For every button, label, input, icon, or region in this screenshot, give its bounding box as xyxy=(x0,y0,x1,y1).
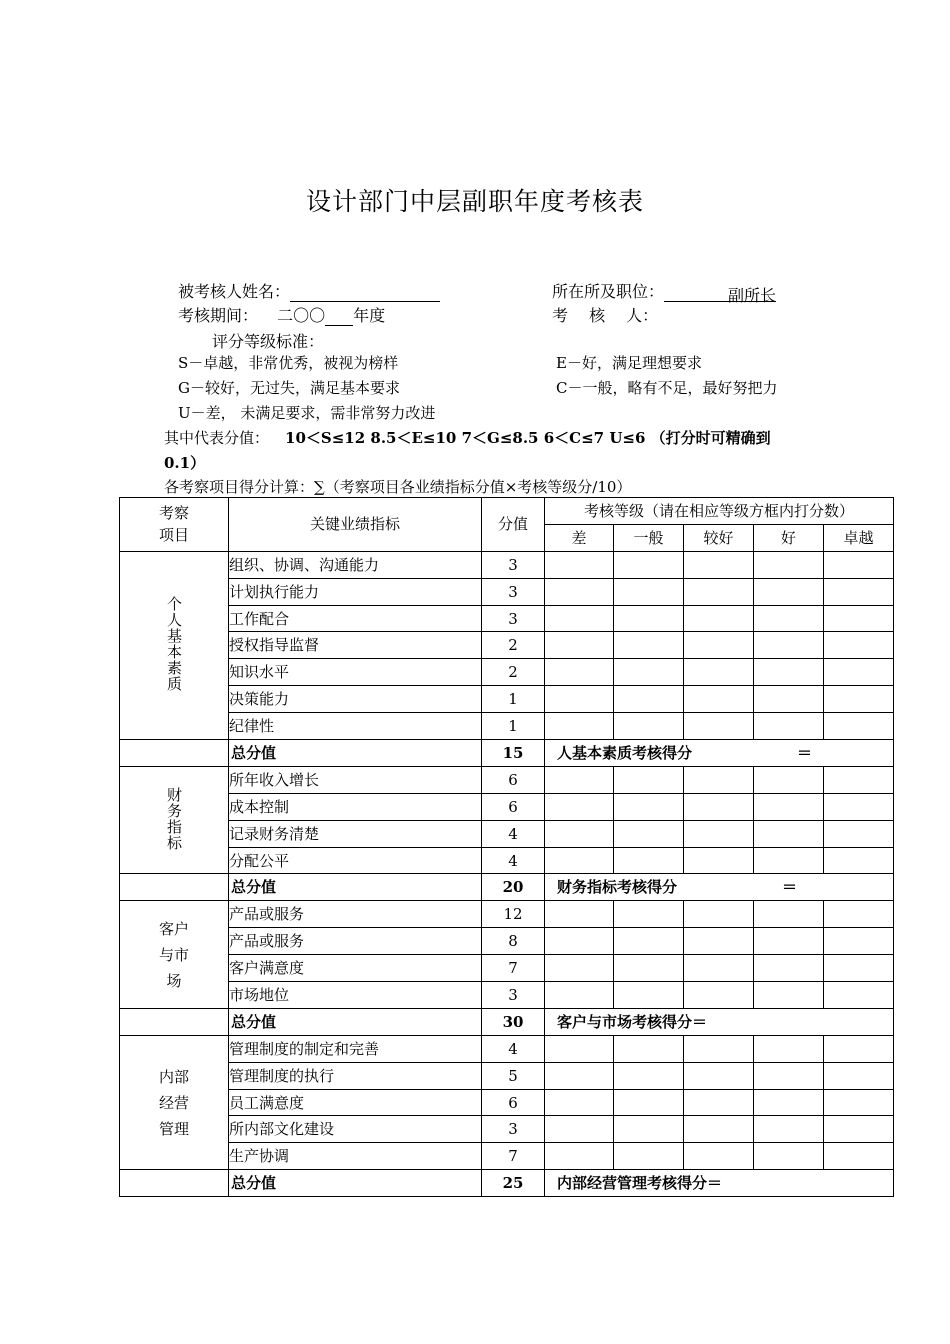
grade-input-cell[interactable] xyxy=(684,820,754,847)
grade-input-cell[interactable] xyxy=(684,766,754,793)
total-row xyxy=(120,1008,894,1035)
total-category-blank xyxy=(120,874,229,901)
grade-input-cell[interactable] xyxy=(754,659,824,686)
indicator-score: 4 xyxy=(482,847,545,874)
grade-input-cell[interactable] xyxy=(824,578,894,605)
score-label: 其中代表分值： xyxy=(164,429,270,447)
grade-input-cell[interactable] xyxy=(614,793,684,820)
grade-input-cell[interactable] xyxy=(614,1116,684,1143)
grade-input-cell[interactable] xyxy=(614,551,684,578)
grade-input-cell[interactable] xyxy=(614,632,684,659)
grade-input-cell[interactable] xyxy=(684,1035,754,1062)
table-row xyxy=(120,551,894,578)
total-label: 总分值 xyxy=(229,874,482,901)
grade-input-cell[interactable] xyxy=(545,901,614,928)
grade-u: U－差， 未满足要求，需非常努力改进 xyxy=(178,404,436,422)
grade-input-cell[interactable] xyxy=(545,551,614,578)
grade-input-cell[interactable] xyxy=(684,955,754,982)
grade-g: G－较好，无过失，满足基本要求 xyxy=(178,379,400,397)
grade-input-cell[interactable] xyxy=(614,1062,684,1089)
indicator-score: 4 xyxy=(482,820,545,847)
grade-input-cell[interactable] xyxy=(614,982,684,1009)
grade-input-cell[interactable] xyxy=(614,766,684,793)
score-ranges-cont: 0.1） xyxy=(164,454,206,472)
grade-input-cell[interactable] xyxy=(754,847,824,874)
indicator-name: 所年收入增长 xyxy=(229,766,482,793)
table-row xyxy=(120,928,894,955)
total-label: 总分值 xyxy=(229,740,482,767)
category-label: 个人基本素质 xyxy=(165,595,183,692)
grade-input-cell[interactable] xyxy=(824,686,894,713)
grade-input-cell[interactable] xyxy=(684,686,754,713)
indicator-score: 2 xyxy=(482,632,545,659)
table-row xyxy=(120,578,894,605)
table-row xyxy=(120,1035,894,1062)
grade-input-cell[interactable] xyxy=(754,901,824,928)
table-row xyxy=(120,955,894,982)
score-line xyxy=(164,427,771,448)
category-cell xyxy=(120,1035,229,1169)
col-category-text: 考察项目 xyxy=(158,504,189,545)
indicator-name: 知识水平 xyxy=(229,659,482,686)
grade-input-cell[interactable] xyxy=(684,659,754,686)
indicator-name: 市场地位 xyxy=(229,982,482,1009)
section-result[interactable] xyxy=(545,874,894,901)
indicator-score: 8 xyxy=(482,928,545,955)
grade-input-cell[interactable] xyxy=(684,1116,754,1143)
grade-input-cell[interactable] xyxy=(545,1116,614,1143)
period-suffix: 年度 xyxy=(353,306,386,325)
indicator-name: 所内部文化建设 xyxy=(229,1116,482,1143)
level-header: 较好 xyxy=(684,524,754,551)
grade-input-cell[interactable] xyxy=(824,659,894,686)
col-category-header xyxy=(120,498,229,552)
grade-input-cell[interactable] xyxy=(754,1062,824,1089)
grade-input-cell[interactable] xyxy=(614,686,684,713)
table-row xyxy=(120,632,894,659)
grade-input-cell[interactable] xyxy=(824,1116,894,1143)
grade-input-cell[interactable] xyxy=(824,1062,894,1089)
grade-input-cell[interactable] xyxy=(684,793,754,820)
table-row xyxy=(120,901,894,928)
indicator-score: 6 xyxy=(482,1089,545,1116)
name-label: 被考核人姓名： xyxy=(178,282,291,301)
indicator-name: 计划执行能力 xyxy=(229,578,482,605)
table-row xyxy=(120,1116,894,1143)
grade-input-cell[interactable] xyxy=(614,578,684,605)
table-row xyxy=(120,982,894,1009)
grade-input-cell[interactable] xyxy=(754,766,824,793)
grade-input-cell[interactable] xyxy=(754,982,824,1009)
grade-input-cell[interactable] xyxy=(545,982,614,1009)
section-result[interactable] xyxy=(545,1170,894,1197)
grade-input-cell[interactable] xyxy=(684,578,754,605)
category-cell xyxy=(120,551,229,739)
grade-input-cell[interactable] xyxy=(754,1116,824,1143)
grade-input-cell[interactable] xyxy=(684,632,754,659)
grade-input-cell[interactable] xyxy=(684,551,754,578)
indicator-score: 3 xyxy=(482,982,545,1009)
section-result-eq: ＝ xyxy=(797,743,813,762)
grade-input-cell[interactable] xyxy=(754,632,824,659)
period-label: 考核期间： xyxy=(178,306,259,325)
table-row xyxy=(120,820,894,847)
grade-input-cell[interactable] xyxy=(754,578,824,605)
grade-input-cell[interactable] xyxy=(545,847,614,874)
name-blank[interactable] xyxy=(290,283,440,302)
grade-input-cell[interactable] xyxy=(545,713,614,740)
total-row xyxy=(120,874,894,901)
grade-input-cell[interactable] xyxy=(684,605,754,632)
table-row xyxy=(120,1143,894,1170)
grade-input-cell[interactable] xyxy=(614,820,684,847)
grade-input-cell[interactable] xyxy=(824,982,894,1009)
indicator-name: 产品或服务 xyxy=(229,928,482,955)
grade-input-cell[interactable] xyxy=(754,605,824,632)
header-row-1 xyxy=(120,498,894,525)
total-score: 20 xyxy=(482,874,545,901)
grading-heading: 评分等级标准： xyxy=(212,332,325,351)
grade-input-cell[interactable] xyxy=(824,1143,894,1170)
grade-input-cell[interactable] xyxy=(824,793,894,820)
assessor-label: 考 核 人： xyxy=(552,306,659,325)
category-cell xyxy=(120,901,229,1009)
page-title: 设计部门中层副职年度考核表 xyxy=(305,187,644,216)
grade-input-cell[interactable] xyxy=(824,551,894,578)
indicator-name: 产品或服务 xyxy=(229,901,482,928)
grade-input-cell[interactable] xyxy=(754,928,824,955)
grade-input-cell[interactable] xyxy=(754,793,824,820)
section-result-label: 财务指标考核得分 xyxy=(557,878,678,897)
grade-input-cell[interactable] xyxy=(614,1089,684,1116)
total-label: 总分值 xyxy=(229,1008,482,1035)
grade-input-cell[interactable] xyxy=(824,847,894,874)
table-row xyxy=(120,793,894,820)
grade-input-cell[interactable] xyxy=(824,632,894,659)
grade-input-cell[interactable] xyxy=(614,605,684,632)
evaluation-table xyxy=(119,497,894,1197)
indicator-name: 管理制度的制定和完善 xyxy=(229,1035,482,1062)
grade-input-cell[interactable] xyxy=(545,1062,614,1089)
grade-input-cell[interactable] xyxy=(754,955,824,982)
level-header: 一般 xyxy=(614,524,684,551)
grade-input-cell[interactable] xyxy=(684,1062,754,1089)
grade-input-cell[interactable] xyxy=(545,1143,614,1170)
grade-input-cell[interactable] xyxy=(614,928,684,955)
grade-c: C－一般，略有不足，最好努把力 xyxy=(556,379,778,397)
grade-input-cell[interactable] xyxy=(614,1035,684,1062)
name-field xyxy=(178,279,440,302)
total-row xyxy=(120,740,894,767)
grade-input-cell[interactable] xyxy=(545,659,614,686)
indicator-name: 组织、协调、沟通能力 xyxy=(229,551,482,578)
indicator-score: 12 xyxy=(482,901,545,928)
category-cell xyxy=(120,766,229,874)
indicator-name: 生产协调 xyxy=(229,1143,482,1170)
indicator-name: 决策能力 xyxy=(229,686,482,713)
grade-input-cell[interactable] xyxy=(684,847,754,874)
grade-input-cell[interactable] xyxy=(545,928,614,955)
indicator-score: 7 xyxy=(482,955,545,982)
indicator-score: 3 xyxy=(482,578,545,605)
table-row xyxy=(120,686,894,713)
section-result[interactable] xyxy=(545,740,894,767)
total-category-blank xyxy=(120,740,229,767)
total-category-blank xyxy=(120,1170,229,1197)
col-levels-header: 考核等级（请在相应等级方框内打分数） xyxy=(545,498,894,525)
indicator-name: 工作配合 xyxy=(229,605,482,632)
indicator-score: 6 xyxy=(482,766,545,793)
total-score: 30 xyxy=(482,1008,545,1035)
section-result-label: 人基本素质考核得分 xyxy=(557,743,693,762)
indicator-score: 4 xyxy=(482,1035,545,1062)
indicator-score: 5 xyxy=(482,1062,545,1089)
indicator-score: 7 xyxy=(482,1143,545,1170)
indicator-name: 纪律性 xyxy=(229,713,482,740)
grade-input-cell[interactable] xyxy=(754,686,824,713)
category-label: 客户与市场 xyxy=(158,919,189,990)
indicator-name: 管理制度的执行 xyxy=(229,1062,482,1089)
grade-input-cell[interactable] xyxy=(684,713,754,740)
grade-input-cell[interactable] xyxy=(545,632,614,659)
period-field xyxy=(178,303,385,326)
period-blank[interactable] xyxy=(325,307,353,326)
grade-input-cell[interactable] xyxy=(754,1035,824,1062)
indicator-score: 6 xyxy=(482,793,545,820)
total-score: 25 xyxy=(482,1170,545,1197)
section-result-label: 内部经营管理考核得分＝ xyxy=(557,1174,723,1193)
grade-input-cell[interactable] xyxy=(545,1089,614,1116)
total-label: 总分值 xyxy=(229,1170,482,1197)
table-row xyxy=(120,847,894,874)
indicator-name: 成本控制 xyxy=(229,793,482,820)
grade-input-cell[interactable] xyxy=(824,955,894,982)
table-row xyxy=(120,1062,894,1089)
level-header: 好 xyxy=(754,524,824,551)
grade-input-cell[interactable] xyxy=(754,713,824,740)
grade-input-cell[interactable] xyxy=(545,793,614,820)
level-header: 差 xyxy=(545,524,614,551)
grade-input-cell[interactable] xyxy=(684,1089,754,1116)
table-row xyxy=(120,659,894,686)
indicator-name: 员工满意度 xyxy=(229,1089,482,1116)
table-row xyxy=(120,766,894,793)
grade-input-cell[interactable] xyxy=(824,766,894,793)
position-label: 所在所及职位： xyxy=(552,282,665,301)
total-score: 15 xyxy=(482,740,545,767)
position-value: 副所长 xyxy=(664,283,776,302)
indicator-score: 1 xyxy=(482,686,545,713)
grade-input-cell[interactable] xyxy=(545,578,614,605)
grade-input-cell[interactable] xyxy=(545,820,614,847)
indicator-score: 3 xyxy=(482,1116,545,1143)
grade-input-cell[interactable] xyxy=(754,1089,824,1116)
grade-input-cell[interactable] xyxy=(545,1035,614,1062)
grade-e: E－好，满足理想要求 xyxy=(556,354,702,372)
grade-input-cell[interactable] xyxy=(824,1035,894,1062)
grade-input-cell[interactable] xyxy=(684,901,754,928)
score-ranges: 10＜S≤12 8.5＜E≤10 7＜G≤8.5 6＜C≤7 U≤6 （打分时可精确到 xyxy=(285,429,771,447)
table-row xyxy=(120,605,894,632)
grade-input-cell[interactable] xyxy=(824,928,894,955)
total-row xyxy=(120,1170,894,1197)
col-score-header: 分值 xyxy=(482,498,545,552)
grade-input-cell[interactable] xyxy=(614,713,684,740)
grade-input-cell[interactable] xyxy=(614,955,684,982)
grade-input-cell[interactable] xyxy=(824,713,894,740)
grade-input-cell[interactable] xyxy=(754,820,824,847)
category-label: 内部经营管理 xyxy=(158,1067,189,1138)
section-result-eq: ＝ xyxy=(782,878,798,897)
indicator-score: 3 xyxy=(482,605,545,632)
period-prefix: 二〇〇 xyxy=(277,306,326,325)
grade-input-cell[interactable] xyxy=(754,1143,824,1170)
grade-input-cell[interactable] xyxy=(545,686,614,713)
grade-input-cell[interactable] xyxy=(754,551,824,578)
grade-input-cell[interactable] xyxy=(614,901,684,928)
formula: 各考察项目得分计算：∑（考察项目各业绩指标分值×考核等级分/10） xyxy=(164,478,632,496)
grade-input-cell[interactable] xyxy=(545,766,614,793)
category-label: 财务指标 xyxy=(165,786,183,851)
grade-input-cell[interactable] xyxy=(824,605,894,632)
grade-input-cell[interactable] xyxy=(684,982,754,1009)
grade-input-cell[interactable] xyxy=(614,847,684,874)
indicator-name: 分配公平 xyxy=(229,847,482,874)
indicator-score: 2 xyxy=(482,659,545,686)
grade-s: S－卓越，非常优秀，被视为榜样 xyxy=(178,354,399,372)
grade-input-cell[interactable] xyxy=(824,1089,894,1116)
total-category-blank xyxy=(120,1008,229,1035)
section-result-label: 客户与市场考核得分＝ xyxy=(557,1012,708,1031)
indicator-name: 客户满意度 xyxy=(229,955,482,982)
col-indicator-header: 关键业绩指标 xyxy=(229,498,482,552)
grade-input-cell[interactable] xyxy=(545,955,614,982)
indicator-name: 授权指导监督 xyxy=(229,632,482,659)
section-result[interactable] xyxy=(545,1008,894,1035)
table-row xyxy=(120,713,894,740)
grade-input-cell[interactable] xyxy=(824,820,894,847)
table-row xyxy=(120,1089,894,1116)
grade-input-cell[interactable] xyxy=(684,928,754,955)
position-field xyxy=(552,279,777,305)
grade-input-cell[interactable] xyxy=(614,659,684,686)
indicator-name: 记录财务清楚 xyxy=(229,820,482,847)
indicator-score: 3 xyxy=(482,551,545,578)
grade-input-cell[interactable] xyxy=(614,1143,684,1170)
grade-input-cell[interactable] xyxy=(824,901,894,928)
indicator-score: 1 xyxy=(482,713,545,740)
grade-input-cell[interactable] xyxy=(684,1143,754,1170)
level-header: 卓越 xyxy=(824,524,894,551)
grade-input-cell[interactable] xyxy=(545,605,614,632)
